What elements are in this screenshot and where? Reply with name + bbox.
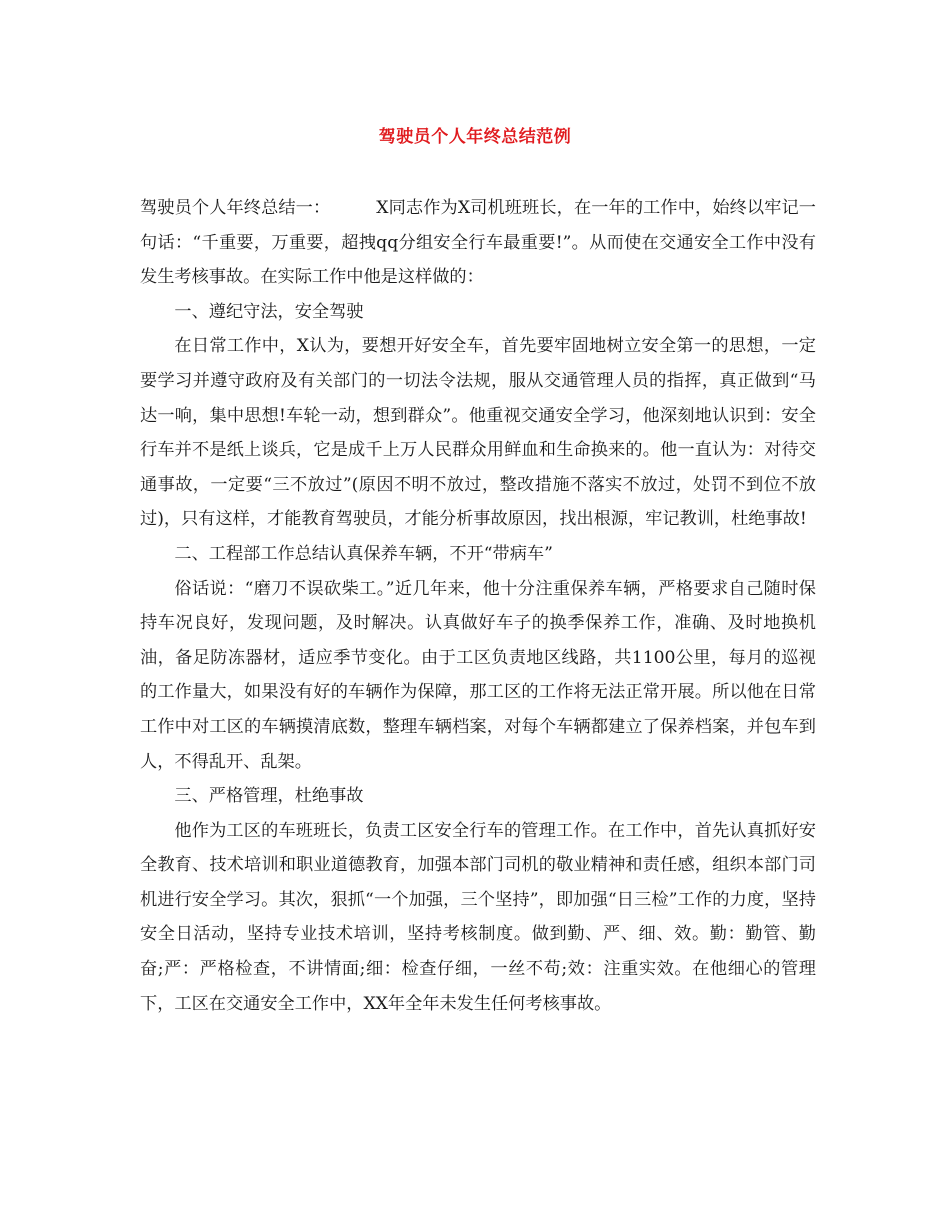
paragraph-section-1: 在日常工作中，X认为，要想开好安全车，首先要牢固地树立安全第一的思想，一定要学习并遵守政府及有关部门的一切法令法规，服从交通管理人员的指挥，真正做到“马达一响，集中思想!车轮一动，想到群众”。他重视交通安全学习，他深刻地认识到：安全行车并不是纸上谈兵，它是成千上万人民群众用鲜血和生命换来的。他一直认为：对待交通事故，一定要“三不放过”(原因不明不放过，整改措施不落实不放过，处罚不到位不放过)，只有这样，才能教育驾驶员，才能分析事故原因，找出根源，牢记教训，杜绝事故!: [140, 336, 816, 530]
paragraph-section-3: 他作为工区的车班班长，负责工区安全行车的管理工作。在工作中，首先认真抓好安全教育、技术培训和职业道德教育，加强本部门司机的敬业精神和责任感，组织本部门司机进行安全学习。其次，狠抓“一个加强，三个坚持”，即加强“日三检”工作的力度，坚持安全日活动，坚持专业技术培训，坚持考核制度。做到勤、严、细、效。勤：勤管、勤奋;严：严格检查，不讲情面;细：检查仔细，一丝不苟;效：注重实效。在他细心的管理下，工区在交通安全工作中，XX年全年未发生任何考核事故。: [140, 820, 816, 1014]
section-heading-2: 二、工程部工作总结认真保养车辆，不开“带病车”: [174, 543, 553, 564]
section-heading-1: 一、遵纪守法，安全驾驶: [174, 301, 364, 322]
paragraph-intro-text: X同志作为X司机班班长，在一年的工作中，始终以牢记一句话：“千重要，万重要，超拽qq分组安全行车最重要!”。从而使在交通安全工作中没有发生考核事故。在实际工作中他是这样做的：: [140, 198, 816, 288]
paragraph-intro-lead: 驾驶员个人年终总结一：: [140, 198, 331, 218]
document-title: 驾驶员个人年终总结范例: [378, 127, 572, 147]
paragraph-section-2: 俗话说：“磨刀不误砍柴工。”近几年来，他十分注重保养车辆，严格要求自己随时保持车况良好，发现问题，及时解决。认真做好车子的换季保养工作，准确、及时地换机油，备足防冻器材，适应季节变化。由于工区负责地区线路，共1100公里，每月的巡视的工作量大，如果没有好的车辆作为保障，那工区的工作将无法正常开展。所以他在日常工作中对工区的车辆摸清底数，整理车辆档案，对每个车辆都建立了保养档案，并包车到人，不得乱开、乱架。: [140, 578, 816, 772]
section-heading-3: 三、严格管理，杜绝事故: [174, 786, 364, 807]
paragraph-intro: [140, 191, 816, 295]
document-body: [140, 191, 816, 1021]
